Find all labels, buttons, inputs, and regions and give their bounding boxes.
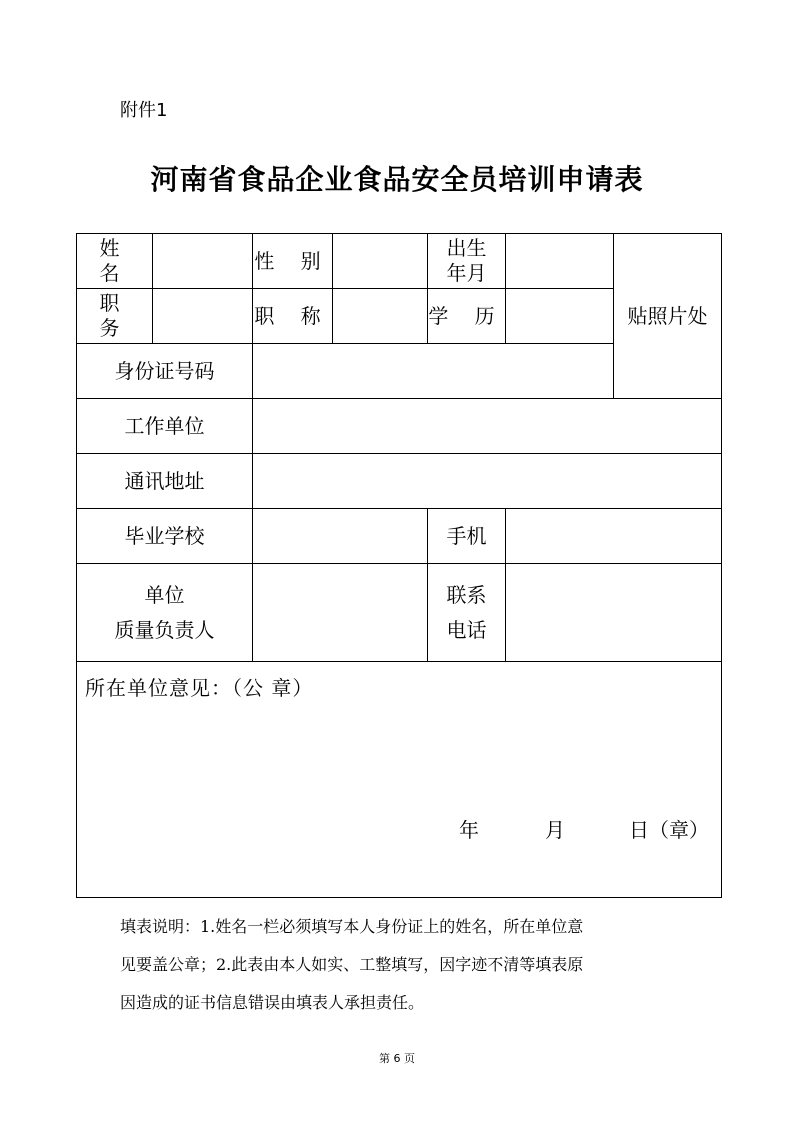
photo-area[interactable]: 贴照片处 [614, 234, 722, 399]
address-field[interactable] [253, 454, 722, 509]
birth-label-line2: 年月 [446, 261, 487, 285]
job-title-label: 职 称 [253, 289, 333, 344]
address-label: 通讯地址 [77, 454, 253, 509]
contact-phone-field[interactable] [506, 564, 722, 662]
employer-opinion-area[interactable] [77, 662, 722, 898]
employer-label: 工作单位 [77, 399, 253, 454]
job-title-field[interactable] [333, 289, 428, 344]
row-employer [77, 399, 722, 454]
row-school-mobile [77, 509, 722, 564]
education-label: 学 历 [428, 289, 506, 344]
attachment-label: 附件1 [120, 100, 168, 121]
gender-label: 性 别 [253, 234, 333, 289]
quality-manager-field[interactable] [253, 564, 428, 662]
id-number-label: 身份证号码 [77, 344, 253, 399]
quality-manager-line2: 质量负责人 [114, 617, 215, 642]
day-seal-label: 日（章） [629, 818, 709, 842]
row-name-gender-birth [77, 234, 722, 289]
mobile-label: 手机 [428, 509, 506, 564]
position-field[interactable] [153, 289, 253, 344]
school-field[interactable] [253, 509, 428, 564]
instructions-line1: 填表说明：1.姓名一栏必须填写本人身份证上的姓名，所在单位意 [120, 917, 584, 936]
instructions-line3: 因造成的证书信息错误由填表人承担责任。 [120, 993, 425, 1012]
row-employer-opinion [77, 662, 722, 898]
birth-label-line1: 出生 [446, 236, 487, 260]
birth-field[interactable] [506, 234, 614, 289]
year-label: 年 [459, 818, 479, 842]
birth-label [428, 234, 506, 289]
quality-manager-label [77, 564, 253, 662]
instructions-line2: 见要盖公章；2.此表由本人如实、工整填写，因字迹不清等填表原 [120, 955, 584, 974]
school-label: 毕业学校 [77, 509, 253, 564]
form-title: 河南省食品企业食品安全员培训申请表 [150, 163, 644, 196]
contact-phone-label [428, 564, 506, 662]
row-quality-manager-phone [77, 564, 722, 662]
education-field[interactable] [506, 289, 614, 344]
mobile-field[interactable] [506, 509, 722, 564]
contact-phone-line1: 联系 [446, 582, 487, 607]
position-label: 职 务 [77, 289, 153, 344]
month-label: 月 [545, 818, 565, 842]
id-number-field[interactable] [253, 344, 614, 399]
row-address [77, 454, 722, 509]
quality-manager-line1: 单位 [144, 582, 185, 607]
gender-field[interactable] [333, 234, 428, 289]
contact-phone-line2: 电话 [446, 617, 487, 642]
employer-opinion-label: 所在单位意见：（公 章） [85, 676, 314, 700]
date-seal-row [77, 818, 721, 848]
employer-field[interactable] [253, 399, 722, 454]
page-number: 第 6 页 [379, 1052, 415, 1065]
application-form-table [76, 233, 722, 898]
name-label: 姓 名 [77, 234, 153, 289]
name-field[interactable] [153, 234, 253, 289]
filling-instructions [120, 908, 680, 1022]
